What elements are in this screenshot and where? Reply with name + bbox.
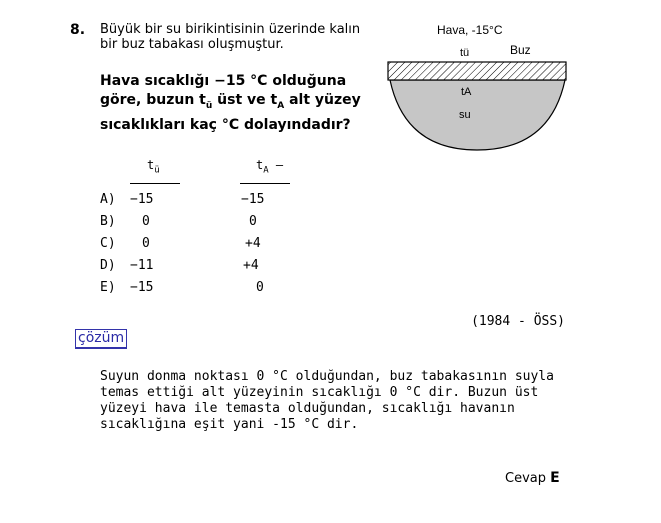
- option-ta: +4: [245, 236, 261, 251]
- question-stem: Büyük bir su birikintisinin üzerinde kalın bir buz tabakası oluşmuştur.: [100, 22, 361, 52]
- option-letter: C): [100, 236, 116, 251]
- col-rule-ta: [240, 183, 290, 184]
- water-body: [390, 80, 565, 150]
- ask-sub-2: A: [277, 100, 285, 111]
- option-tu: −11: [130, 258, 154, 273]
- ice-pond-figure: [385, 18, 575, 158]
- col-header-ta: $t_A$ –: [256, 158, 284, 176]
- ice-layer-hatch: [388, 62, 566, 80]
- water-label: su: [459, 109, 471, 121]
- option-letter: D): [100, 258, 116, 273]
- ice-label: Buz: [510, 43, 531, 57]
- option-letter: A): [100, 192, 116, 207]
- option-row[interactable]: [100, 280, 320, 302]
- answer-label: Cevap: [505, 471, 546, 486]
- col-header-tu: $t_ü$: [147, 158, 160, 176]
- option-ta: −15: [241, 192, 265, 207]
- option-tu: 0: [142, 214, 150, 229]
- option-letter: B): [100, 214, 116, 229]
- option-tu: −15: [130, 280, 154, 295]
- option-row[interactable]: [100, 236, 320, 258]
- air-label: Hava, -15°C: [437, 23, 503, 37]
- source-label: (1984 - ÖSS): [471, 314, 565, 329]
- option-ta: 0: [249, 214, 257, 229]
- option-row[interactable]: [100, 258, 320, 280]
- question-number: 8.: [70, 22, 86, 38]
- options-list: [100, 192, 320, 302]
- answer-value: E: [550, 470, 560, 486]
- option-tu: 0: [142, 236, 150, 251]
- ask-text-2: üst ve t: [212, 92, 278, 108]
- option-letter: E): [100, 280, 116, 295]
- cozum-link[interactable]: çözüm: [75, 329, 127, 349]
- option-tu: −15: [130, 192, 154, 207]
- option-ta: 0: [256, 280, 264, 295]
- option-row[interactable]: [100, 214, 320, 236]
- option-ta: +4: [243, 258, 259, 273]
- explanation-text: Suyun donma noktası 0 °C olduğundan, buz tabakasının suyla temas ettiği alt yüzeyinin sıcaklığı 0 °C dir. Buzun üst yüzeyi hava ile temasta olduğundan, sıcaklığı havanın sıcaklığına eşit yani -15 °C dir.: [100, 369, 554, 432]
- col-rule-tu: [130, 183, 180, 184]
- tu-label: tü: [460, 47, 470, 59]
- ta-label: tA: [461, 86, 472, 98]
- ask-sub-1: ü: [205, 100, 213, 111]
- question-ask: [100, 72, 380, 135]
- ask-text-1: Hava sıcaklığı −15 °C olduğuna göre, buzun t: [100, 73, 347, 108]
- answer: [505, 470, 560, 486]
- ask-text-3: alt yüzey sıcaklıkları kaç °C dolayındadır?: [100, 92, 361, 133]
- option-row[interactable]: [100, 192, 320, 214]
